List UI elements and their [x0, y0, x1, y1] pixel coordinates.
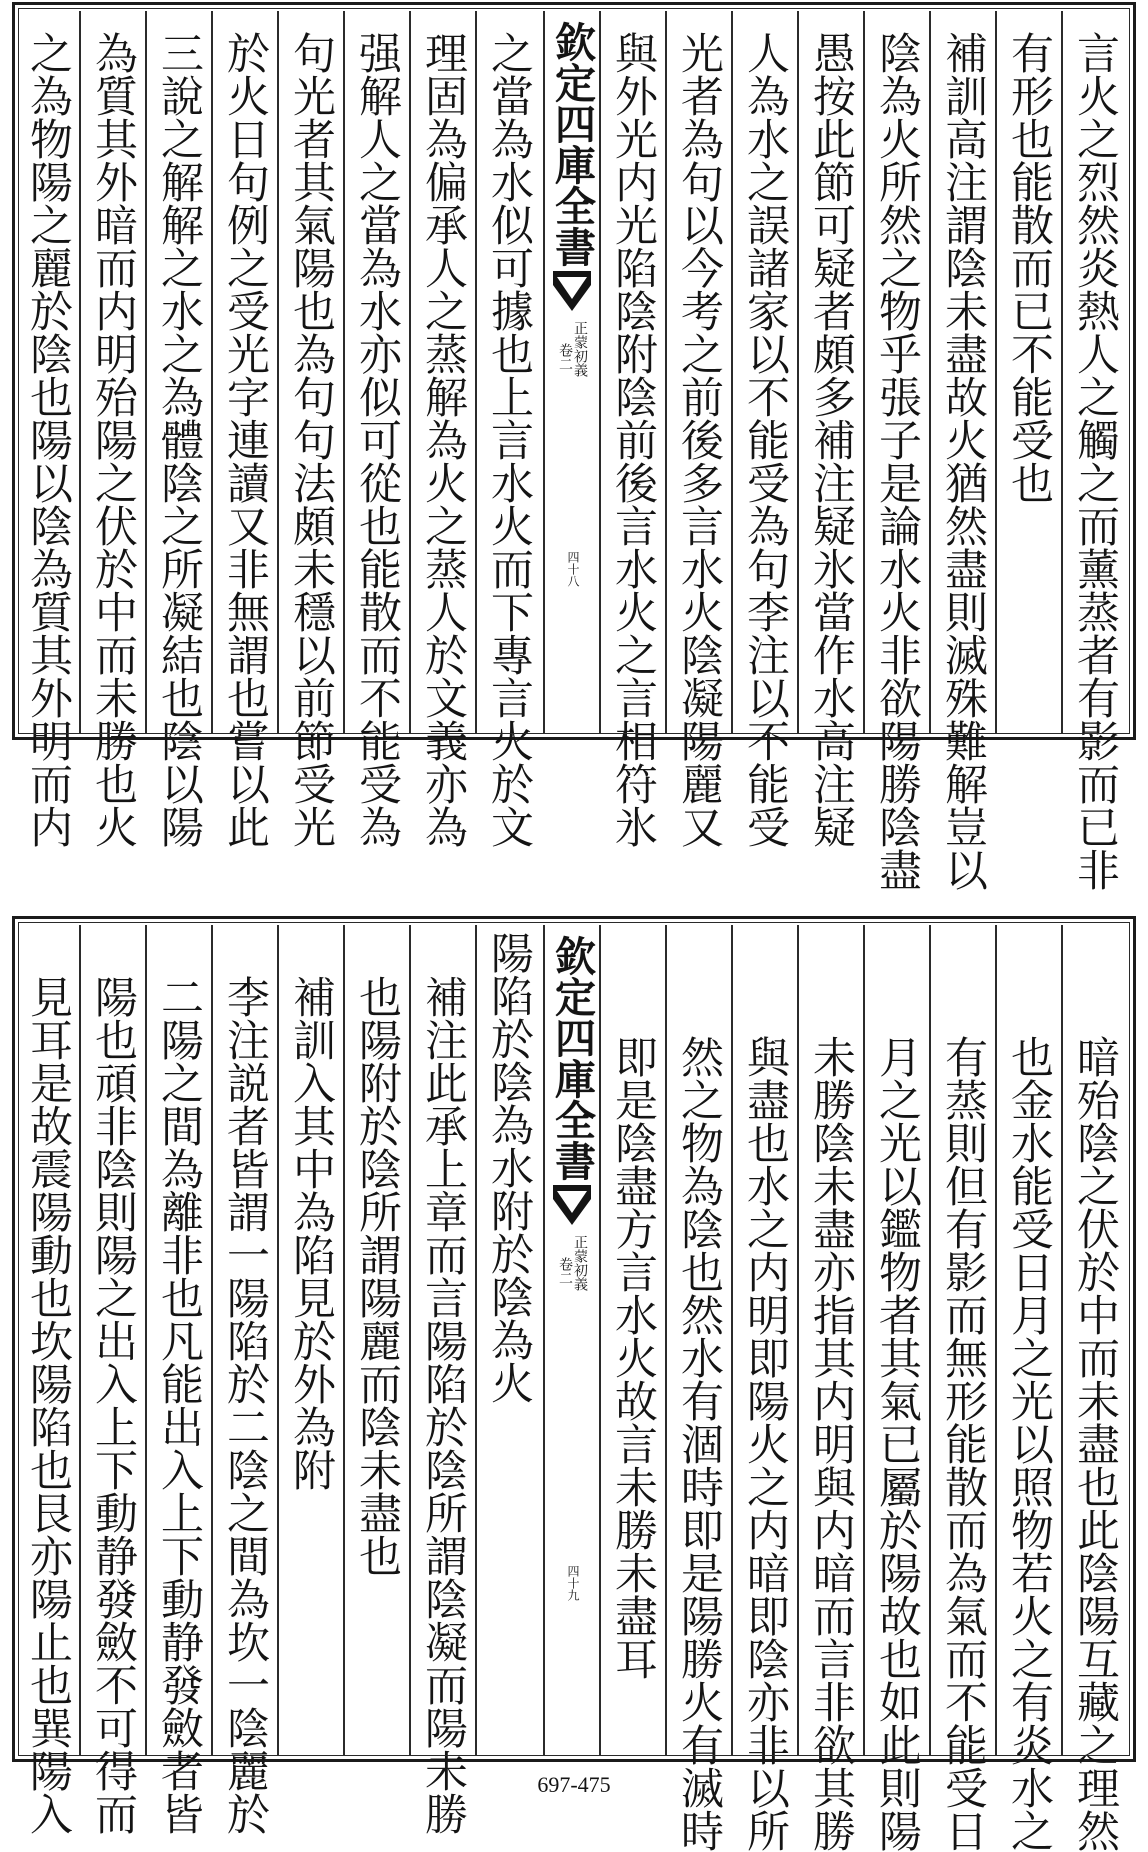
text-line: 理固為偏承人之蒸解為火之蒸人於文義亦為 — [418, 31, 468, 848]
text-line: 於火日句例之受光字連讀又非無謂也嘗以此 — [220, 31, 270, 848]
column-rule — [863, 925, 865, 1755]
top-page — [0, 0, 1148, 891]
page-footer-number: 697-475 — [537, 1772, 611, 1797]
text-line: 為質其外暗而内明殆陽之伏於中而未勝也火 — [88, 31, 138, 848]
column-rule — [1061, 925, 1063, 1755]
text-line: 陽陷於陰為水附於陰為火 — [484, 931, 534, 1404]
text-column — [667, 11, 731, 848]
column-rule — [665, 925, 667, 1755]
banner-volume: 卷二 — [557, 1257, 573, 1285]
column-rule — [797, 925, 799, 1755]
top-page-frame — [12, 2, 1136, 891]
column-rule — [79, 925, 81, 1755]
column-rule — [475, 925, 477, 1755]
column-rule — [409, 11, 411, 733]
text-line: 陽也頑非陰則陽之出入上下動静發斂不可得而 — [88, 975, 138, 1835]
text-line: 之當為水似可據也上言水火而下專言火於文 — [484, 31, 534, 848]
banner-title: 欽定四庫全書 — [548, 935, 596, 1181]
text-column — [1063, 925, 1127, 1852]
text-line: 未勝陰未盡亦指其内明與内暗而言非欲其勝 — [806, 1035, 856, 1852]
text-line: 言火之烈然炎熱人之觸之而薰蒸者有影而已非 — [1070, 31, 1120, 891]
column-rule — [665, 11, 667, 733]
text-column — [931, 11, 995, 891]
column-rule — [995, 11, 997, 733]
text-line: 然之物為陰也然水有涸時即是陽勝火有滅時 — [674, 1035, 724, 1852]
text-line: 補訓入其中為陷見於外為附 — [286, 975, 336, 1491]
text-line: 光者為句以今考之前後多言水火陰凝陽麗又 — [674, 31, 724, 848]
banner-book-title: 正蒙初義 — [572, 1235, 588, 1291]
banner-subtitle — [557, 321, 587, 377]
text-column — [147, 925, 211, 1835]
text-line: 與外光内光陷陰附陰前後言水火之言相符氷 — [608, 31, 658, 848]
column-rule — [1061, 11, 1063, 733]
banner-volume: 卷二 — [557, 343, 573, 371]
banner-subtitle — [557, 1235, 587, 1291]
column-rule — [277, 11, 279, 733]
text-column — [17, 925, 79, 1835]
text-column — [279, 925, 343, 1759]
text-line: 月之光以鑑物者其氣已屬於陽故也如此則陽 — [872, 1035, 922, 1852]
text-line: 李注説者皆謂一陽陷於二陰之間為坎一陰麗於 — [220, 975, 270, 1835]
text-column — [213, 11, 277, 848]
column-rule — [543, 925, 545, 1755]
text-line: 三說之解解之水之為體陰之所凝結也陰以陽 — [154, 31, 204, 848]
column-rule — [731, 925, 733, 1755]
text-column — [147, 11, 211, 848]
fishtail-mark-icon — [553, 1185, 591, 1229]
fishtail-mark-icon — [553, 271, 591, 315]
text-column — [81, 925, 145, 1835]
column-rule — [409, 925, 411, 1755]
text-column — [477, 11, 541, 848]
text-line: 暗殆陰之伏於中而未盡也此陰陽互藏之理然 — [1070, 1035, 1120, 1852]
column-rule — [343, 11, 345, 733]
text-column — [733, 925, 797, 1852]
text-line: 强解人之當為水亦似可從也能散而不能受為 — [352, 31, 402, 848]
text-column — [799, 11, 863, 848]
column-rule — [145, 11, 147, 733]
text-line: 也陽附於陰所謂陽麗而陰未盡也 — [352, 975, 402, 1577]
column-rule — [79, 11, 81, 733]
text-column — [733, 11, 797, 848]
text-line: 之為物陽之麗於陰也陽以陰為質其外明而内 — [23, 31, 73, 848]
text-column — [865, 925, 929, 1852]
text-line: 愚按此節可疑者頗多補注疑氷當作水高注疑 — [806, 31, 856, 848]
center-banner — [545, 11, 599, 737]
text-line: 補注此承上章而言陽陷於陰所謂陰凝而陽未勝 — [418, 975, 468, 1835]
text-column — [601, 11, 665, 848]
folio-number: 四十八 — [566, 551, 580, 587]
text-column — [997, 11, 1061, 737]
text-line: 人為水之誤諸家以不能受為句李注以不能受 — [740, 31, 790, 848]
text-line: 有形也能散而已不能受也 — [1004, 31, 1054, 504]
text-column — [931, 925, 995, 1852]
text-column — [799, 925, 863, 1852]
text-line: 也金水能受日月之光以照物若火之有炎水之 — [1004, 1035, 1054, 1852]
column-rule — [211, 925, 213, 1755]
column-rule — [543, 11, 545, 733]
column-rule — [599, 11, 601, 733]
banner-book-title: 正蒙初義 — [572, 321, 588, 377]
text-line: 與盡也水之内明即陽火之内暗即陰亦非以所 — [740, 1035, 790, 1852]
column-rule — [343, 925, 345, 1755]
column-rule — [211, 11, 213, 733]
text-column — [411, 11, 475, 848]
column-rule — [277, 925, 279, 1755]
banner-title: 欽定四庫全書 — [548, 21, 596, 267]
text-column — [997, 925, 1061, 1852]
text-line: 即是陰盡方言水火故言未勝未盡耳 — [608, 1035, 658, 1680]
text-line: 句光者其氣陽也為句句法頗未穩以前節受光 — [286, 31, 336, 848]
text-column — [345, 11, 409, 848]
text-column — [411, 925, 475, 1835]
text-column — [345, 925, 409, 1759]
text-line: 陰為火所然之物乎張子是論水火非欲陽勝陰盡 — [872, 31, 922, 891]
column-rule — [475, 11, 477, 733]
column-rule — [599, 925, 601, 1755]
column-rule — [929, 11, 931, 733]
text-column — [279, 11, 343, 848]
text-line: 有蒸則但有影而無形能散而為氣而不能受日 — [938, 1035, 988, 1852]
text-line: 補訓高注謂陰未盡故火猶然盡則滅殊難解豈以 — [938, 31, 988, 891]
text-column — [81, 11, 145, 848]
text-column — [865, 11, 929, 891]
column-rule — [731, 11, 733, 733]
center-banner — [545, 925, 599, 1759]
column-rule — [995, 925, 997, 1755]
text-column — [601, 925, 665, 1759]
column-rule — [797, 11, 799, 733]
folio-number: 四十九 — [566, 1565, 580, 1601]
text-column — [1063, 11, 1127, 891]
text-line: 見耳是故震陽動也坎陽陷也艮亦陽止也巽陽入 — [23, 975, 73, 1835]
text-column — [213, 925, 277, 1835]
text-column — [667, 925, 731, 1852]
column-rule — [863, 11, 865, 733]
column-rule — [145, 925, 147, 1755]
column-rule — [929, 925, 931, 1755]
text-column — [17, 11, 79, 848]
text-line: 二陽之間為離非也凡能出入上下動静發斂者皆 — [154, 975, 204, 1835]
text-column — [477, 925, 541, 1759]
